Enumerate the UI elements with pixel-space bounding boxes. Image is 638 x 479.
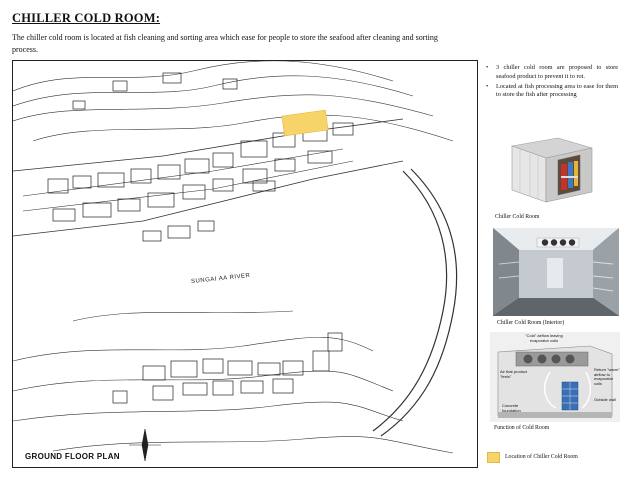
ground-floor-plan <box>12 60 478 468</box>
diagram-label-cold-air: "Cold" airflow leaving evaporator coils <box>525 333 563 343</box>
cold-room-function-diagram <box>490 332 620 422</box>
diagram-caption: Function of Cold Room <box>494 425 550 431</box>
bullet-item: • Located at fish processing area to ease for them to store the fish after processing <box>484 83 618 101</box>
diagram-label-return-air: Return "warm" airflow to evaporator coils <box>594 367 620 386</box>
diagram-label-product: Air that product "feels" <box>500 369 528 379</box>
diagram-label-foundation: Concrete foundation <box>502 403 521 413</box>
chiller-exterior-photo <box>500 124 612 212</box>
bullet-item: • 3 chiller cold room are proposed to store seafood product to prevent it to rot. <box>484 64 618 82</box>
interior-photo-caption: Chiller Cold Room (Interior) <box>497 320 565 326</box>
chiller-interior-photo <box>493 228 619 316</box>
floor-plan-label: GROUND FLOOR PLAN <box>25 452 120 461</box>
legend-text: Location of Chiller Cold Room <box>505 454 578 460</box>
diagram-label-wall: Outside wall <box>594 397 616 402</box>
chiller-location-highlight <box>282 110 328 136</box>
site-plan-drawing <box>13 61 478 468</box>
feature-bullet-list <box>484 64 618 101</box>
river-label: SUNGAI AA RIVER <box>190 272 251 286</box>
exterior-photo-caption: Chiller Cold Room <box>495 214 540 220</box>
legend-swatch <box>487 452 500 463</box>
intro-paragraph: The chiller cold room is located at fish cleaning and sorting area which ease for people to store the seafood after cleaning and sorting process. <box>12 33 438 54</box>
page-title: CHILLER COLD ROOM: <box>12 11 161 25</box>
